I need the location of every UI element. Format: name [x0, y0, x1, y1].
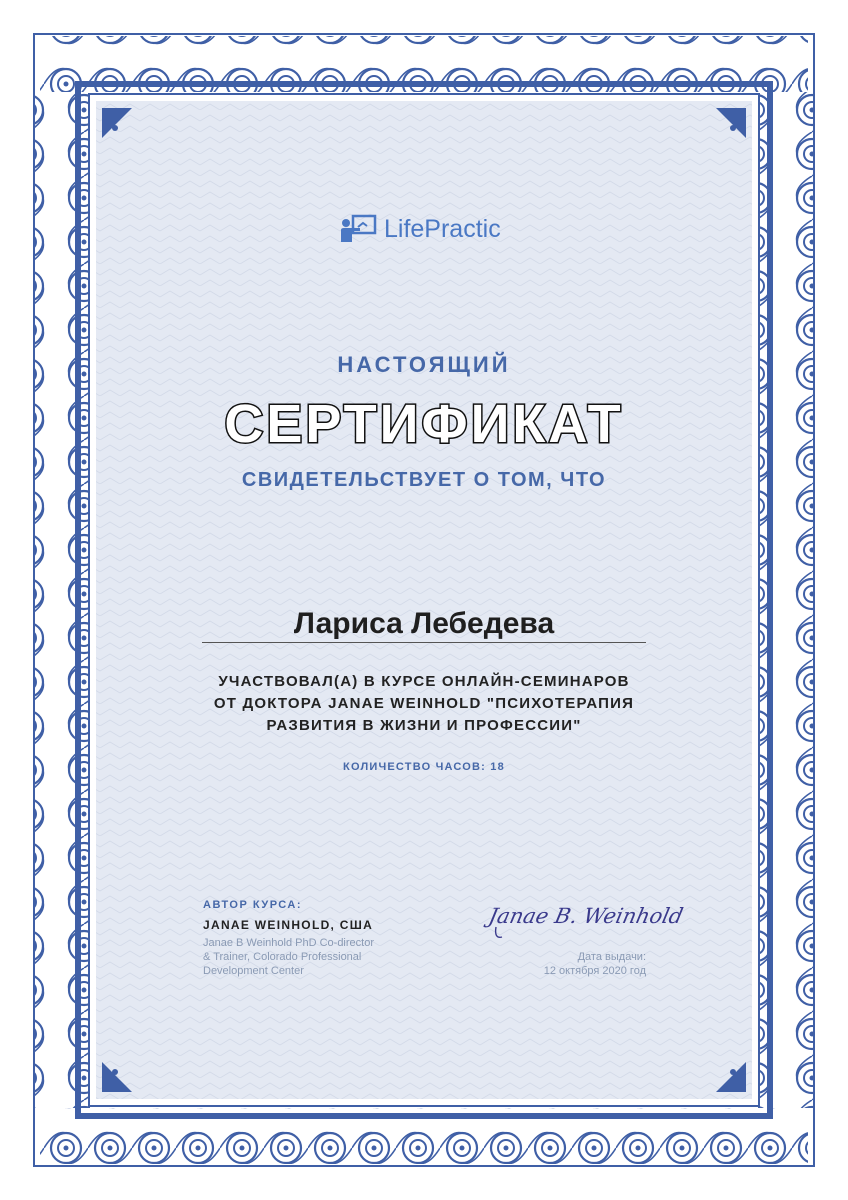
heading-sub: СВИДЕТЕЛЬСТВУЕТ О ТОМ, ЧТО — [241, 469, 607, 491]
author-label: АВТОР КУРСА: — [203, 899, 303, 911]
author-desc-line-2: & Trainer, Colorado Professional — [203, 951, 362, 963]
certificate-title — [0, 388, 848, 463]
course-line-1: УЧАСТВОВАЛ(А) В КУРСЕ ОНЛАЙН-СЕМИНАРОВ — [218, 673, 630, 690]
logo-text: LifePractic — [384, 214, 501, 243]
author-desc-line-1: Janae B Weinhold PhD Co-director — [203, 937, 374, 949]
issue-date-label: Дата выдачи: — [577, 951, 646, 963]
course-line-2: ОТ ДОКТОРА JANAE WEINHOLD "ПСИХОТЕРАПИЯ — [213, 695, 635, 712]
hours-count: КОЛИЧЕСТВО ЧАСОВ: 18 — [343, 761, 505, 773]
author-desc-line-3: Development Center — [203, 965, 304, 977]
heading-top: НАСТОЯЩИЙ — [337, 352, 511, 377]
author-name: JANAE WEINHOLD, США — [203, 918, 374, 932]
signature-text: Janae B. Weinhold — [486, 904, 686, 929]
recipient-name: Лариса Лебедева — [293, 607, 555, 640]
presenter-board-icon — [340, 214, 378, 244]
issue-date: 12 октября 2020 год — [543, 965, 646, 977]
course-description — [180, 671, 668, 737]
certificate-title-text: СЕРТИФИКАТ — [224, 394, 624, 454]
author-description — [203, 936, 413, 978]
signature — [486, 893, 686, 945]
lifepractic-logo — [340, 214, 501, 244]
name-underline — [202, 642, 646, 643]
course-line-3: РАЗВИТИЯ В ЖИЗНИ И ПРОФЕССИИ" — [266, 717, 582, 734]
